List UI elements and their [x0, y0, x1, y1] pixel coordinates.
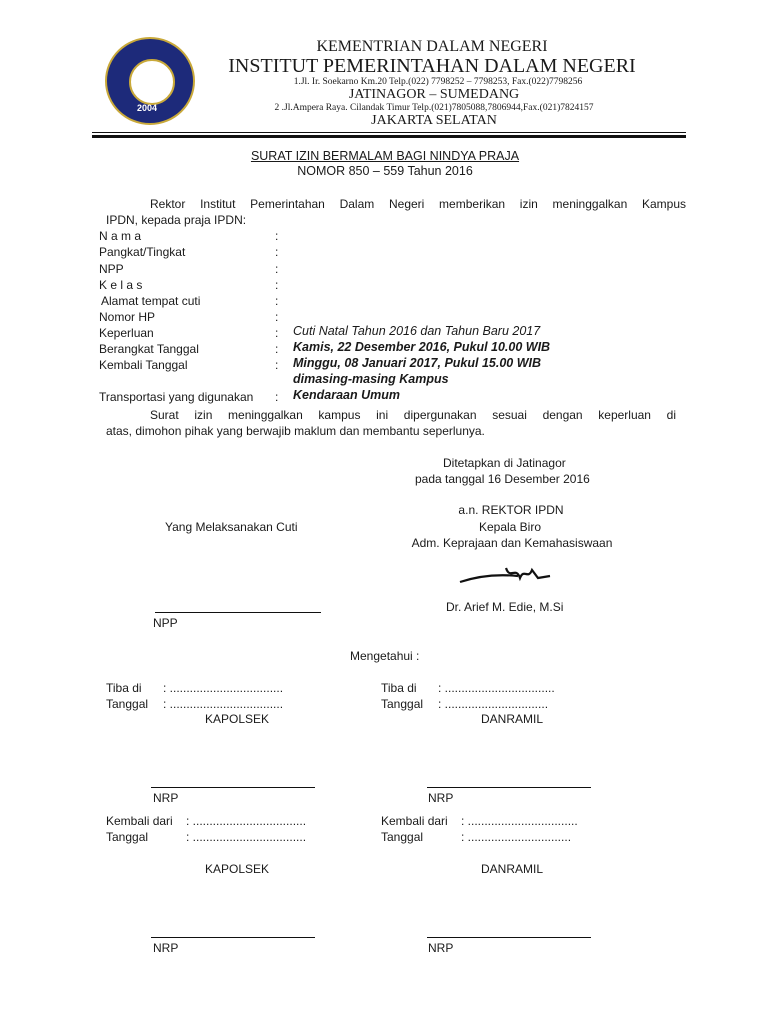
label: Kembali dari — [106, 814, 173, 828]
field-colon: : — [275, 358, 279, 372]
signature-line — [427, 787, 591, 788]
label: Kembali dari — [381, 814, 448, 828]
label: Tiba di — [106, 681, 142, 695]
intro-text-2: IPDN, kepada praja IPDN: — [106, 213, 247, 227]
nrp-label: NRP — [428, 791, 454, 805]
official-title: KAPOLSEK — [204, 862, 270, 876]
signature-line — [427, 937, 591, 938]
field-colon: : — [275, 310, 279, 324]
ministry-name: KEMENTRIAN DALAM NEGERI — [316, 38, 548, 55]
label: Tanggal — [381, 697, 424, 711]
field-colon: : — [275, 326, 279, 340]
field-label: Alamat tempat cuti — [101, 294, 201, 308]
dotted-field: : ................................. — [438, 681, 555, 695]
field-label: N a m a — [99, 229, 142, 243]
dotted-field: : .................................. — [163, 697, 284, 711]
field-value: Kendaraan Umum — [293, 388, 400, 402]
dotted-field: : .................................. — [186, 814, 307, 828]
official-title: DANRAMIL — [480, 712, 544, 726]
field-label: K e l a s — [99, 278, 143, 292]
field-label: NPP — [99, 262, 124, 276]
official-title: DANRAMIL — [480, 862, 544, 876]
field-colon: : — [275, 278, 279, 292]
address-2: 2 .Jl.Ampera Raya. Cilandak Timur Telp.(021)7805088,7806944,Fax.(021)7824157 — [274, 103, 594, 113]
field-colon: : — [275, 294, 279, 308]
label: Tiba di — [381, 681, 417, 695]
field-value-continued: dimasing-masing Kampus — [293, 372, 449, 386]
on-behalf: a.n. REKTOR IPDN — [458, 503, 564, 517]
issued-place: Ditetapkan di Jatinagor — [443, 456, 566, 470]
field-colon: : — [275, 245, 279, 259]
signature-line — [155, 612, 321, 613]
field-value: Minggu, 08 Januari 2017, Pukul 15.00 WIB — [293, 356, 541, 370]
field-colon: : — [275, 229, 279, 243]
field-label: Pangkat/Tingkat — [99, 245, 186, 259]
letter-title: SURAT IZIN BERMALAM BAGI NINDYA PRAJA — [250, 149, 520, 163]
ipdn-logo — [105, 37, 195, 125]
npp-label: NPP — [153, 616, 178, 630]
official-title: KAPOLSEK — [204, 712, 270, 726]
institute-name: INSTITUT PEMERINTAHAN DALAM NEGERI — [228, 55, 636, 77]
city-1: JATINAGOR – SUMEDANG — [348, 87, 520, 102]
nrp-label: NRP — [153, 791, 179, 805]
closing-text-2: atas, dimohon pihak yang berwajib maklum dan membantu seperlunya. — [106, 424, 485, 438]
address-1: 1.Jl. Ir. Soekarno Km.20 Telp.(022) 7798252 – 7798253, Fax.(022)7798256 — [293, 77, 583, 87]
closing-text: Surat izin meninggalkan kampus ini dipergunakan sesuai dengan keperluan di — [150, 408, 676, 422]
wheel-emblem-icon — [129, 59, 175, 105]
logo-year: 2004 — [137, 103, 158, 113]
header-divider-thin — [92, 132, 686, 133]
signature-line — [151, 787, 315, 788]
dotted-field: : ............................... — [438, 697, 549, 711]
issued-date: pada tanggal 16 Desember 2016 — [415, 472, 590, 486]
field-label: Berangkat Tanggal — [99, 342, 199, 356]
field-colon: : — [275, 262, 279, 276]
signature-line — [151, 937, 315, 938]
field-label: Kembali Tanggal — [99, 358, 188, 372]
field-label: Keperluan — [99, 326, 154, 340]
signature-image — [458, 562, 553, 588]
signer-name: Dr. Arief M. Edie, M.Si — [446, 600, 564, 614]
field-colon: : — [275, 342, 279, 356]
intro-text: Rektor Institut Pemerintahan Dalam Negeri memberikan izin meninggalkan Kampus — [150, 197, 686, 211]
acknowledged-label: Mengetahui : — [350, 649, 420, 663]
dotted-field: : .................................. — [186, 830, 307, 844]
nrp-label: NRP — [428, 941, 454, 955]
dotted-field: : ................................. — [461, 814, 578, 828]
field-label: Transportasi yang digunakan — [99, 390, 254, 404]
city-2: JAKARTA SELATAN — [371, 113, 497, 128]
nrp-label: NRP — [153, 941, 179, 955]
dotted-field: : .................................. — [163, 681, 284, 695]
letter-number: NOMOR 850 – 559 Tahun 2016 — [297, 164, 473, 178]
label: Tanggal — [106, 830, 149, 844]
signer-position: Kepala Biro — [478, 520, 542, 534]
field-value: Cuti Natal Tahun 2016 dan Tahun Baru 2017 — [293, 324, 541, 338]
field-label: Nomor HP — [99, 310, 156, 324]
header-divider-thick — [92, 135, 686, 138]
leave-taker-title: Yang Melaksanakan Cuti — [165, 520, 298, 534]
field-colon: : — [275, 390, 279, 404]
label: Tanggal — [381, 830, 424, 844]
field-value: Kamis, 22 Desember 2016, Pukul 10.00 WIB — [293, 340, 551, 354]
signer-department: Adm. Keprajaan dan Kemahasiswaan — [411, 536, 613, 550]
label: Tanggal — [106, 697, 149, 711]
dotted-field: : ............................... — [461, 830, 572, 844]
